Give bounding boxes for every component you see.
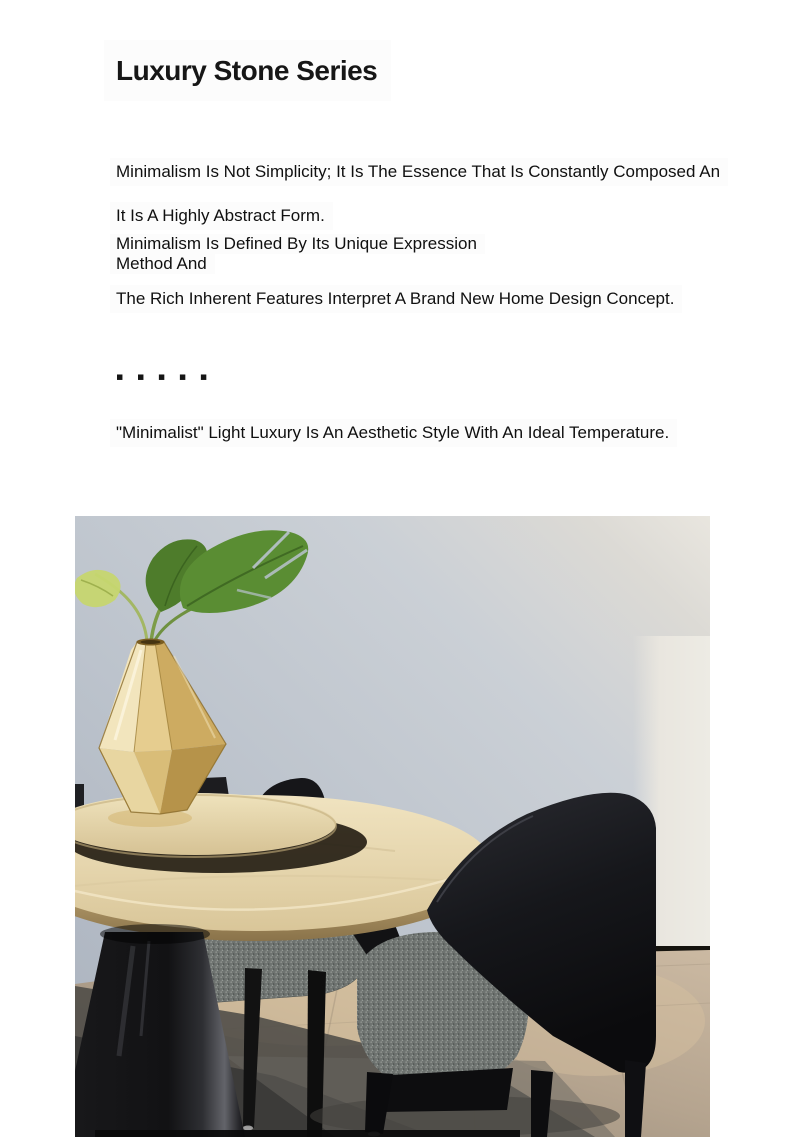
paragraph-3-line-2: Method And xyxy=(110,254,215,274)
paragraph-1-text: Minimalism Is Not Simplicity; It Is The Essence That Is Constantly Composed An xyxy=(110,158,728,186)
paragraph-1 xyxy=(110,158,728,186)
quote-line xyxy=(110,419,677,447)
paragraph-2-text: It Is A Highly Abstract Form. xyxy=(110,202,333,230)
paragraph-3-line-1: Minimalism Is Defined By Its Unique Expression xyxy=(110,234,485,254)
paragraph-3 xyxy=(110,234,485,274)
product-photo[interactable] xyxy=(75,516,710,1137)
page-title: Luxury Stone Series xyxy=(116,55,378,86)
bottom-dark-strip xyxy=(95,1130,520,1137)
quote-text: "Minimalist" Light Luxury Is An Aesthetic Style With An Ideal Temperature. xyxy=(110,419,677,447)
page-title-block xyxy=(104,40,391,101)
paragraph-4-text: The Rich Inherent Features Interpret A Brand New Home Design Concept. xyxy=(110,285,682,313)
paragraph-4 xyxy=(110,285,682,313)
paragraph-2 xyxy=(110,202,333,230)
dots-divider: ▪▪▪▪▪ xyxy=(116,370,221,383)
